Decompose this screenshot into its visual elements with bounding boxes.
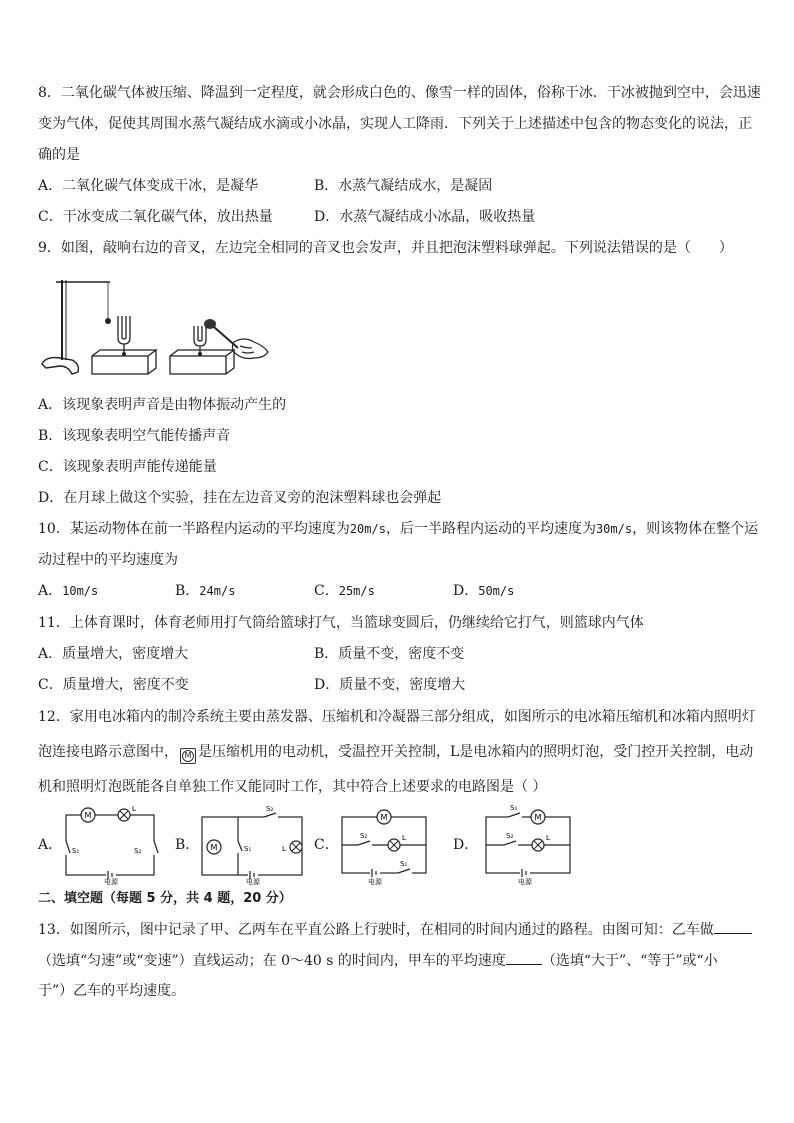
q10-option-c-value: 25m/s: [338, 584, 375, 598]
motor-icon-letter: M: [182, 750, 194, 762]
section-title: 二、填空题（每题 5 分，共 4 题，20 分）: [38, 891, 292, 906]
q12-option-d-label: D．: [453, 837, 479, 853]
circuit-diagram-b: [198, 805, 308, 885]
q10-option-b: [175, 582, 235, 600]
q10-speed-2: 30m/s: [595, 522, 633, 536]
circuit-b-motor-label: M: [210, 843, 218, 852]
q10-speed-1: 20m/s: [349, 522, 386, 536]
q10-option-c: [314, 582, 375, 600]
foam-ball: [105, 318, 111, 324]
circuit-a-lamp-label: L: [132, 805, 136, 813]
circuit-d-lamp-label: L: [546, 834, 550, 842]
q8-option-c: C．干冰变成二氧化碳气体，放出热量: [38, 209, 273, 225]
circuit-c-s2-label: S₂: [360, 832, 368, 840]
q10-option-b-value: 24m/s: [199, 584, 236, 598]
q9-option-d: D．在月球上做这个实验，挂在左边音叉旁的泡沫塑料球也会弹起: [38, 490, 442, 506]
q8-option-a: A．二氧化碳气体变成干冰，是凝华: [38, 178, 259, 194]
circuit-d-s1-label: S₁: [510, 804, 518, 812]
circuit-d-motor-label: M: [534, 813, 542, 822]
q10-option-a-label: A．: [38, 583, 63, 599]
q10-option-a: [38, 582, 98, 600]
q11-option-d: D．质量不变，密度增大: [314, 677, 466, 693]
q10-text-a: 10．某运动物体在前一半路程内运动的平均速度为: [38, 521, 350, 537]
q8-line-1: 8．二氧化碳气体被压缩、降温到一定程度，就会形成白色的、像雪一样的固体，俗称干冰．干冰被抛到空中，会迅速: [38, 85, 761, 101]
q10-option-b-label: B．: [175, 583, 200, 599]
q8-line-3: 确的是: [38, 147, 80, 163]
q11-option-a: A．质量增大，密度增大: [38, 646, 189, 662]
stand-base: [42, 358, 78, 374]
circuit-c-lamp-label: L: [402, 834, 406, 842]
circuit-a-s2-label: S₂: [134, 847, 142, 855]
circuit-a-s1-label: S₁: [72, 847, 80, 855]
q10-option-d: [453, 582, 514, 600]
q12-line-1: 12．家用电冰箱内的制冷系统主要由蒸发器、压缩机和冷凝器三部分组成，如图所示的电冰箱压缩机和冰箱内照明灯: [38, 709, 756, 725]
q12-option-b-label: B．: [175, 837, 200, 853]
q10-line-1: [38, 520, 758, 538]
q12-line-3: 机和照明灯泡既能各自单独工作又能同时工作，其中符合上述要求的电路图是（ ）: [38, 779, 547, 795]
q10-option-a-value: 10m/s: [62, 584, 99, 598]
circuit-a-source-label: 电源: [104, 878, 118, 885]
q13-text-c: （选填“大于”、“等于”或“小: [541, 953, 718, 969]
q10-text-c: ，则该物体在整个运: [632, 521, 759, 537]
q9-line-1: 9．如图，敲响右边的音叉，左边完全相同的音叉也会发声，并且把泡沫塑料球弹起。下列说法错误的是（ ）: [38, 240, 733, 256]
q11-option-b: B．质量不变，密度不变: [314, 646, 465, 662]
q9-option-b: B．该现象表明空气能传播声音: [38, 428, 231, 444]
q10-text-b: ，后一半路程内运动的平均速度为: [385, 521, 596, 537]
q8-option-d: D．水蒸气凝结成小冰晶，吸收热量: [314, 209, 536, 225]
circuit-c-source-label: 电源: [368, 878, 382, 885]
q13-line-2: [38, 951, 718, 970]
q10-line-2: 动过程中的平均速度为: [38, 552, 178, 568]
q8-option-b: B．水蒸气凝结成水，是凝固: [314, 178, 493, 194]
q10-option-d-value: 50m/s: [478, 584, 515, 598]
right-resonance-box: [170, 350, 234, 374]
q9-option-a: A．该现象表明声音是由物体振动产生的: [38, 397, 287, 413]
circuit-diagram-d: [482, 803, 578, 885]
circuit-b-lamp-label: L: [282, 845, 286, 853]
circuit-c-motor-label: M: [380, 813, 388, 822]
q10-option-d-label: D．: [453, 583, 479, 599]
circuit-d-s2-label: S₂: [506, 832, 514, 840]
q13-answer-blank-1[interactable]: [714, 920, 752, 934]
q13-line-1: [38, 920, 752, 939]
q13-line-3: 于”）乙车的平均速度。: [38, 983, 186, 999]
q13-text-b: （选填“匀速”或“变速”）直线运动；在 0～40 s 的时间内，甲车的平均速度: [38, 953, 506, 969]
left-tuning-fork: [118, 316, 130, 354]
q11-line-1: 11．上体育课时，体育老师用打气筒给篮球打气，当篮球变圆后，仍继续给它打气，则篮球内气体: [38, 615, 644, 631]
q11-option-c: C．质量增大，密度不变: [38, 677, 189, 693]
circuit-diagram-c: [338, 803, 434, 885]
q12-text-a: 泡连接电路示意图中，: [38, 744, 178, 760]
q10-option-c-label: C．: [314, 583, 339, 599]
hand: [232, 339, 268, 359]
q12-text-b: 是压缩机用的电动机，受温控开关控制，L是电冰箱内的照明灯泡，受门控开关控制，电动: [198, 744, 754, 760]
q13-answer-blank-2[interactable]: [506, 951, 542, 965]
motor-icon: [180, 748, 196, 764]
q8-line-2: 变为气体，促使其周围水蒸气凝结成水滴或小冰晶，实现人工降雨．下列关于上述描述中包含的物态变化的说法，正: [38, 116, 752, 132]
circuit-a-motor-label: M: [84, 811, 92, 820]
tuning-fork-figure: [38, 268, 274, 384]
circuit-b-s1-label: S₁: [244, 845, 252, 853]
q12-option-a-label: A．: [38, 837, 63, 853]
q12-line-2: [38, 743, 753, 764]
circuit-b-source-label: 电源: [246, 878, 260, 885]
circuit-d-source-label: 电源: [518, 878, 532, 885]
q9-option-c: C．该现象表明声能传递能量: [38, 459, 217, 475]
circuit-c-s1-label: S₁: [400, 860, 408, 868]
q12-option-c-label: C．: [314, 837, 339, 853]
circuit-diagram-a: [62, 805, 162, 885]
circuit-b-s2-label: S₂: [266, 805, 274, 813]
q13-text-a: 13．如图所示，图中记录了甲、乙两车在平直公路上行驶时，在相同的时间内通过的路程。由图可知：乙车做: [38, 922, 714, 938]
